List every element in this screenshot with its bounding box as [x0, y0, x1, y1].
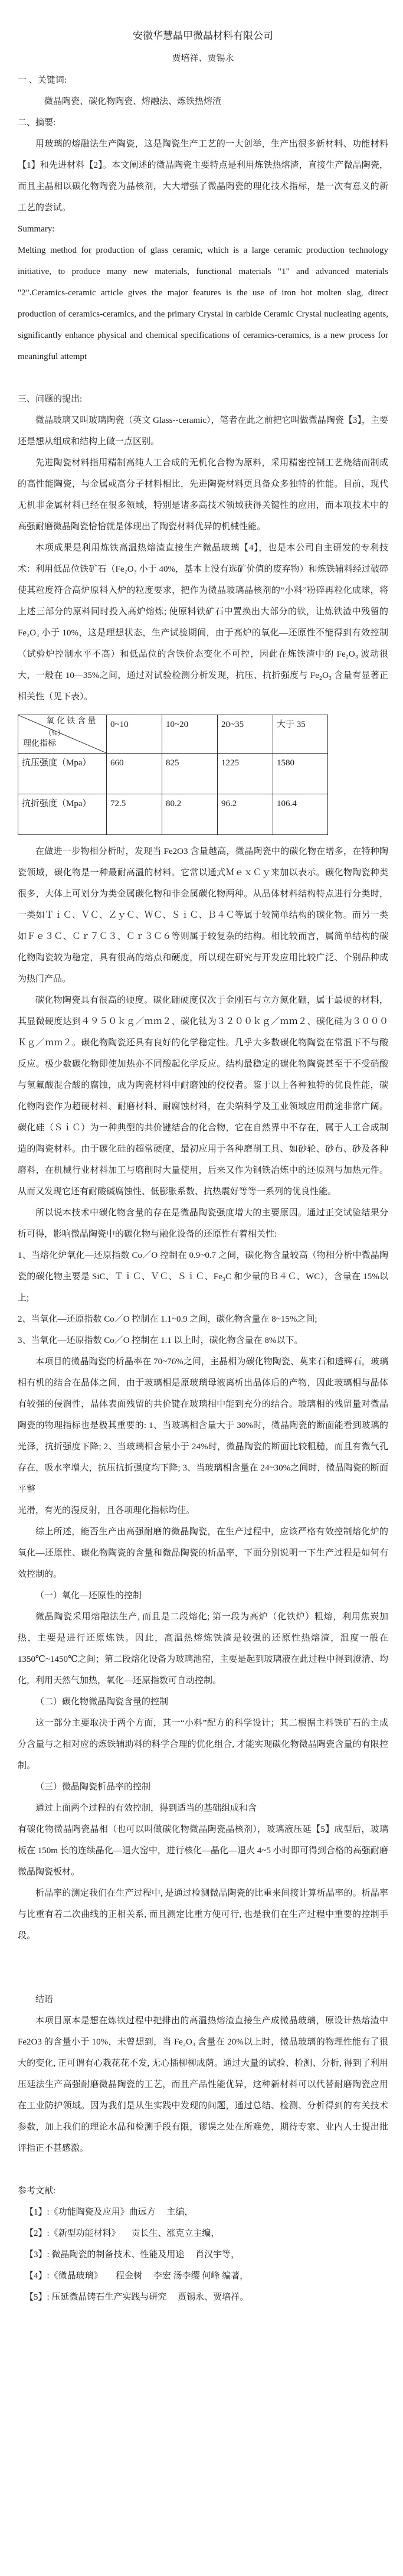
problem-paragraph-2: 先进陶瓷材料指用精制高纯人工合成的无机化合物为原料，采用精密控制工艺烧结而制成的高性能陶瓷，与金属或高分子材料相比，先进陶瓷材料更具备众多独特的性能。目前，现代无机非金属材料已经在很多领域，特别是诸多高技术领域获得关键性的应用，而本项技术中的高强耐磨微晶陶瓷恰恰就是体现出了陶瓷材料优异的机械性能。 [18, 458, 388, 531]
body-paragraph-5: 碳化物陶瓷具有很高的硬度。碳化硼硬度仅次于金刚石与立方氮化硼，属于最硬的材料，其显微硬度达到４９５０ｋｇ／ｍｍ２、碳化钛为３２００ｋｇ／ｍｍ２、碳化硅为３０００Ｋｇ／ｍｍ２。碳化物陶瓷还具有良好的化学稳定性。几乎大多数碳化物陶瓷在常温下不与酸反应。极少数碳化物即使加热亦不同酸起化学反应。结构最稳定的碳化物陶瓷甚至于不受硝酸与氢氟酸混合酸的腐蚀，成为陶瓷材料中耐磨蚀的佼佼者。鉴于以上各种独特的优良性能，碳化物陶瓷作为超硬材料、耐磨材料、耐腐蚀材料，在尖端科学及工业领域应用前途非常广阔。碳化硅（ＳｉＣ）为一种典型的共价键结合的化合物，它在自然界中不存在，属于人工合成制造的陶瓷材料。由于碳化硅的超常硬度，最初应用于各种磨削工具、如砂轮、砂布、砂及各种磨料，在机械行业材料加工与磨削时大量使用，后来又作为钢铁冶炼中的还原剂与加热元件。从而又发现它还有耐酸碱腐蚀性、低膨胀系数、抗热震好等等一系列的优良性能。 [18, 996, 388, 1196]
controls-paragraph-1: 微晶陶瓷采用熔融法生产, 而且是二段熔化; 第一段为高炉（化铁炉）粗熔，利用焦炭加热，主要是进行还原炼铁。因此，高温热熔炼铁渣是较强的还原性热熔渣，温度一般在 1350℃~1450℃之间；第二段熔化设备为玻璃池窑，主要是起到玻璃液在此过程中得到澄清、均化，利用天然气加热，氧化—还原指数可自动控制。 [18, 1612, 388, 1685]
table-row [18, 754, 328, 794]
controls-paragraph-2: 这一部分主要取决于两个方面，其一“小料”配方的科学设计；其二根据主料铁矿石的主成分含量与之相对应的炼铁辅助料的科学合理的优化组合, 才能实现碳化物微晶陶瓷含量的有限控制。 [18, 1719, 388, 1770]
subheading-oxidation-control: （一）氧化—还原性的控制 [35, 1591, 142, 1600]
table-cell: 1580 [273, 754, 328, 794]
body-paragraph-4: 在做进一步物相分析时，发现当 Fe2O3 含量越高，微晶陶瓷中的碳化物在增多，在特种陶瓷领域，碳化物是一种最耐高温的材料。它常以通式ＭｅｘＣｙ来加以表示。碳化物陶瓷种类很多，大体上可划分为类金属碳化物和非金属碳化物两种。从晶体材料结构特点进行分类时，一类如ＴｉＣ、ＶＣ、ＺｙＣ、ＷＣ、ＳｉＣ、Ｂ４Ｃ等属于较简单结构的碳化物。而另一类如Ｆｅ３Ｃ、Ｃｒ７Ｃ３、Ｃｒ３Ｃ６等则属于较复杂的结构。相比较而言，属简单结构的碳化物陶瓷较为稳定，具有很高的熔点和硬度，所以现在研究与开发应用比较广泛、个别品种成为热门产品。 [18, 847, 388, 984]
conclusion-heading: 结语 [35, 1995, 54, 2004]
table-cell: 1225 [218, 754, 273, 794]
table-row [18, 794, 328, 835]
table-cell: 72.5 [107, 794, 162, 835]
reference-item-3: 【3】: 微晶陶瓷的制备技术、性能及用途 肖汉宇等， [25, 2250, 240, 2259]
row-label: 抗压强度（Mpa） [18, 754, 107, 794]
spacer [18, 2159, 388, 2180]
reference-item-2: 【2】:《新型功能材料》 贡长生、涨克立主编， [25, 2229, 220, 2238]
column-header: 20~35 [218, 715, 273, 754]
spacer [18, 1946, 388, 1989]
controls-paragraph-3a: 通过上面两个过程的有效控制，得到适当的基础组成和含 [35, 1804, 257, 1813]
list-item-1: 1、当熔化炉氧化—还原指数 Co／O 控制在 0.9~0.7 之间，碳化物含量较高（物相分析中微晶陶瓷的碳化物主要是 SiC、ＴｉＣ、ＶＣ、ＳｉＣ、Fe₃C 和少量的Ｂ４Ｃ、WC），含量在 15%以上; [18, 1251, 388, 1303]
spacer [18, 367, 388, 389]
keywords-text: 微晶陶瓷、碳化物陶瓷、熔融法、炼铁热熔渣 [44, 97, 222, 106]
body-paragraph-6: 所以说本技术中碳化物含量的存在是微晶陶瓷强度增大的主要原因。通过正交试验结果分析可得，影响微晶陶瓷中的碳化物与融化设备的还原性有着相关性: [18, 1208, 388, 1239]
table-cell: 825 [162, 754, 218, 794]
table-cell: 96.2 [218, 794, 273, 835]
column-header: 0~10 [107, 715, 162, 754]
row-label: 抗折强度（Mpa） [18, 794, 107, 835]
controls-paragraph-3b: 有碳化物微晶陶瓷晶相（也可以叫做碳化物微晶陶瓷晶核剂），玻璃液压延【5】成型后，玻璃板在 150m 长的连续晶化—退火窑中，进行核化—晶化—退火 4~5 小时即可得到合格的高强耐磨微晶陶瓷板材。 [18, 1825, 388, 1877]
column-header: 大于 35 [273, 715, 328, 754]
table-cell: 80.2 [162, 794, 218, 835]
subheading-carbide-content-control: （二）碳化物微晶陶瓷含量的控制 [35, 1697, 169, 1707]
controls-paragraph-4: 析晶率的测定我们在生产过程中, 是通过检测微晶陶瓷的比重来间接计算析晶率的。析晶率与比重有着二次曲线的正相关系, 而且测定比重方便可行, 也是我们在生产过程中重要的控制手段。 [18, 1889, 388, 1941]
problem-paragraph-3: 本项成果是利用炼铁高温热熔渣直接生产微晶玻璃【4】，也是本公司自主研发的专利技术：利用低品位铁矿石（Fe₂O₃ 小于 40%，基本上没有选矿价值的废弃物）和炼铁辅料经过破碎使其粒度符合高炉原料入炉的粒度要求，把作为微晶玻璃晶核剂的“小料”粉碎再粒化成球，将上述三部分的原料同时投入高炉熔炼; 使原料铁矿石中置换出大部分的铁，让炼铁渣中残留的 Fe₂O₃ 小于 10%，这是理想状态，生产试验期间，由于高炉的氧化—还原性不能得到有效控制（试验炉控制水平不高）和低品位的含铁价态变化不可控，因此在炼铁渣中的 Fe₂O₃ 波动很大，一般在 10—35%之间，通过对试验检测分析发现，抗压、抗折强度与 Fe₂O₃ 含量有显著正相关性（见下表）。 [18, 543, 388, 702]
table-header-row [18, 715, 328, 754]
reference-item-1: 【1】:《功能陶瓷及应用》曲远方 主编， [25, 2207, 194, 2217]
corner-bottom-label: 理化指标 [23, 739, 56, 748]
table-corner-cell [18, 715, 107, 754]
document-title: 安徽华慧晶甲微晶材料有限公司 [133, 30, 273, 41]
reference-item-4: 【4】:《微晶玻璃》 程金树 李宏 汤李缨 何峰 编著， [25, 2271, 249, 2281]
subheading-crystallization-control: （三）微晶陶瓷析晶率的控制 [35, 1782, 151, 1792]
corner-sub-label: （%） [44, 729, 65, 737]
body-paragraph-7: 本项目的微晶陶瓷的析晶率在 70~76%之间，主晶相为碳化物陶瓷、莫来石和透辉石，玻璃相有机的结合在晶体之间，由于玻璃相是原玻璃母液离析出晶体后的产物，因此玻璃相与晶体有较强的侵润性，晶体表面残留的共价键在玻璃相中能到充分的结合。玻璃相的残留量对微晶陶瓷的物理指标也是极其重要的: 1、当玻璃相含量大于 30%时，微晶陶瓷的断面能看到玻璃的光泽，抗折强度下降; 2、当玻璃相含量小于 24%时，微晶陶瓷的断面比较粗糙，而且有微气孔存在，吸水率增大，抗压抗折强度均下降; 3、当玻璃相含量在 24~30%之间时，微晶陶瓷的断面平整 [18, 1357, 388, 1494]
summary-label: Summary: [18, 224, 55, 234]
keywords-heading: 一 、关键词: [18, 76, 67, 85]
references-heading: 参考文献: [18, 2186, 56, 2196]
summary-paragraph-en: Melting method for production of glass ceramic, which is a large ceramic production technology initiative, to produce many new materials, functional materials "1" and advanced materials "2".Ceramics-ceramic article gives the major features is the use of iron hot molten slag, direct production of ceramics-ceramics, and the primary Crystal in carbide Ceramic Crystal nucleating agents, significantly enhance physical and chemical specifications of ceramics-ceramics, is a new process for meaningful attempt [18, 246, 388, 361]
list-item-3: 3、当氧化—还原指数 Co／O 控制在 1.1 以上时，碳化物含量在 8%以下。 [18, 1336, 303, 1345]
reference-item-5: 【5】: 压延微晶铸石生产实践与研究 贾锡永、贾培祥。 [25, 2293, 249, 2302]
fe2o3-strength-table [18, 715, 328, 835]
table-cell: 660 [107, 754, 162, 794]
problem-heading: 三、问题的提出: [18, 394, 83, 404]
list-item-2: 2、当氧化—还原指数 Co／O 控制在 1.1~0.9 之间，碳化物含量在 8~15%之间; [18, 1315, 317, 1324]
document-authors: 贾培祥、贾锡永 [172, 54, 234, 63]
corner-top-label: 氧 化 铁 含 量 [46, 717, 96, 726]
column-header: 10~20 [162, 715, 218, 754]
conclusion-paragraph: 本项目原本是想在炼铁过程中把排出的高温热熔渣直接生产成微晶玻璃，原设计热熔渣中 Fe2O3 的含量小于 10%，未曾想到，当 Fe₂O₃ 含量在 20%以上时，微晶玻璃的物理性能有了很大的变化, 正可谓有心栽花花不发, 无心插柳柳成荫。通过大量的试验、检测、分析, 得到了利用压延法生产高强耐磨微晶陶瓷的工艺，而且产品性能优异，这种新材料可以代替耐磨陶瓷应用在工业防护领域。因为我们是从生实践中发现的问题，通过总结、检测、分析得到的有关技术参数，加上我们的理论水品和检测手段有限，谬误之处在所难免，期待专家、业内人士提出批评指正不甚感激。 [18, 2016, 388, 2153]
body-paragraph-8: 综上所述，能否生产出高强耐磨的微晶陶瓷，在生产过程中，应该严格有效控制熔化炉的氧化—还原性、碳化物陶瓷的含量和微晶陶瓷的析晶率，下面分别说明一下生产过程是如何有效控制的。 [18, 1527, 388, 1579]
abstract-heading: 二、摘要: [18, 118, 56, 128]
table-cell: 106.4 [273, 794, 328, 835]
body-paragraph-7-continued: 光滑，有光的漫反射，且各项理化指标均佳。 [18, 1506, 195, 1515]
problem-paragraph-1: 微晶玻璃又叫玻璃陶瓷（英文 Glass--ceramic），笔者在此之前把它叫做微晶陶瓷【3】，主要还是想从组成和结构上做一点区别。 [18, 416, 388, 446]
abstract-paragraph-zh: 用玻璃的熔融法生产陶瓷，这是陶瓷生产工艺的一大创举，生产出很多新材料、功能材料【1】和先进材料【2】。本文阐述的微晶陶瓷主要特点是利用炼铁热熔渣，直接生产微晶陶瓷，而且主晶相以碳化物陶瓷为晶核剂，大大增强了微晶陶瓷的理化技术指标，是一次有意义的新工艺的尝试。 [18, 139, 388, 213]
